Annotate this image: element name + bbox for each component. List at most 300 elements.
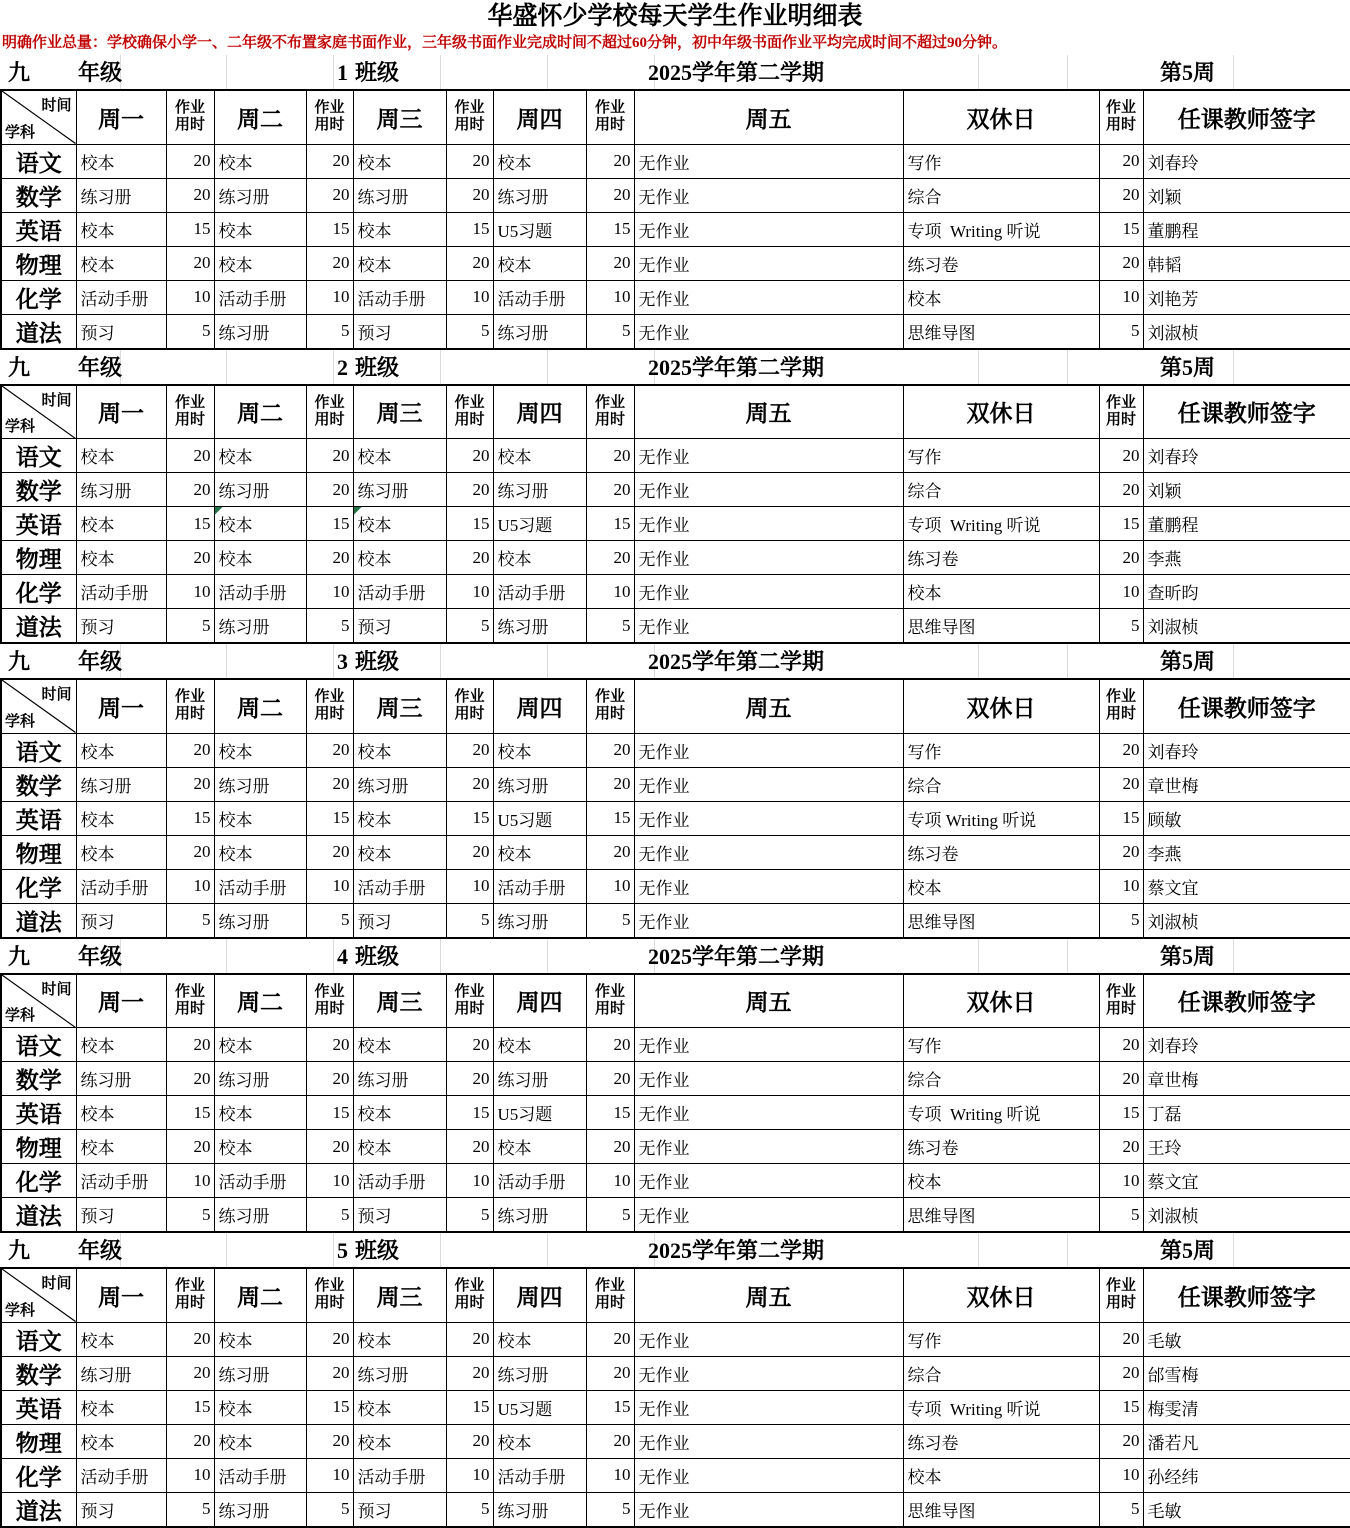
monday-duration: 10 — [166, 869, 214, 903]
wednesday-duration: 20 — [446, 144, 493, 178]
wednesday-activity: 预习 — [353, 1492, 446, 1527]
tuesday-activity: 校本 — [214, 1096, 306, 1130]
weekend-duration: 15 — [1099, 507, 1143, 541]
gridline — [1233, 644, 1234, 678]
teacher-signature: 毛敏 — [1143, 1492, 1350, 1527]
subject-cell: 化学 — [1, 1458, 76, 1492]
monday-duration: 20 — [166, 473, 214, 507]
tuesday-duration: 20 — [306, 1424, 353, 1458]
semester-label: 2025学年第二学期 — [648, 1238, 825, 1263]
gridline — [1233, 939, 1234, 973]
tuesday-activity: 校本 — [214, 1130, 306, 1164]
friday-activity: 无作业 — [634, 473, 903, 507]
section-header-row — [0, 644, 1350, 678]
tuesday-duration: 15 — [306, 507, 353, 541]
corner-cell — [1, 385, 76, 439]
monday-duration: 5 — [166, 1492, 214, 1527]
duration-header: 作业用时 — [586, 385, 634, 439]
week-label: 第5周 — [1160, 60, 1216, 85]
wednesday-duration: 15 — [446, 1096, 493, 1130]
thursday-duration: 20 — [586, 178, 634, 212]
wednesday-activity: 预习 — [353, 1198, 446, 1233]
friday-activity: 无作业 — [634, 212, 903, 246]
weekend-duration: 5 — [1099, 314, 1143, 349]
monday-duration: 20 — [166, 541, 214, 575]
tuesday-activity: 校本 — [214, 212, 306, 246]
thursday-activity: U5习题 — [493, 1390, 586, 1424]
tuesday-activity: 练习册 — [214, 1198, 306, 1233]
thursday-activity: 校本 — [493, 1130, 586, 1164]
weekend-activity: 练习卷 — [903, 1424, 1099, 1458]
friday-activity: 无作业 — [634, 1130, 903, 1164]
friday-activity: 无作业 — [634, 541, 903, 575]
friday-activity: 无作业 — [634, 1424, 903, 1458]
wednesday-activity: 校本 — [353, 541, 446, 575]
friday-activity: 无作业 — [634, 575, 903, 609]
table-row — [1, 869, 1350, 903]
wednesday-activity: 活动手册 — [353, 869, 446, 903]
weekend-duration: 20 — [1099, 1130, 1143, 1164]
gridline — [226, 350, 227, 384]
class-label: 班级 — [355, 60, 400, 85]
table-row — [1, 1356, 1350, 1390]
wednesday-duration: 5 — [446, 609, 493, 644]
table-row — [1, 144, 1350, 178]
tuesday-duration: 20 — [306, 733, 353, 767]
duration-header: 作业用时 — [306, 974, 353, 1028]
friday-activity: 无作业 — [634, 1062, 903, 1096]
thursday-activity: 校本 — [493, 1424, 586, 1458]
table-row — [1, 1322, 1350, 1356]
homework-table — [0, 384, 1350, 645]
wednesday-activity: 校本 — [353, 1096, 446, 1130]
duration-header: 作业用时 — [586, 679, 634, 733]
monday-activity: 校本 — [76, 212, 166, 246]
thursday-duration: 20 — [586, 541, 634, 575]
friday-header: 周五 — [634, 974, 903, 1028]
tuesday-activity: 校本 — [214, 144, 306, 178]
friday-activity: 无作业 — [634, 733, 903, 767]
friday-activity: 无作业 — [634, 1390, 903, 1424]
day-header: 周一 — [76, 974, 166, 1028]
wednesday-activity: 练习册 — [353, 473, 446, 507]
wednesday-activity: 校本 — [353, 1390, 446, 1424]
monday-duration: 20 — [166, 1424, 214, 1458]
wednesday-duration: 10 — [446, 575, 493, 609]
thursday-activity: 校本 — [493, 541, 586, 575]
gridline — [226, 1233, 227, 1267]
friday-activity: 无作业 — [634, 801, 903, 835]
gridline — [226, 644, 227, 678]
teacher-signature: 邰雪梅 — [1143, 1356, 1350, 1390]
friday-activity: 无作业 — [634, 767, 903, 801]
subject-cell: 英语 — [1, 212, 76, 246]
corner-cell — [1, 1268, 76, 1322]
thursday-activity: U5习题 — [493, 212, 586, 246]
weekend-activity: 校本 — [903, 869, 1099, 903]
subject-cell: 化学 — [1, 575, 76, 609]
day-header: 周三 — [353, 90, 446, 144]
tuesday-activity: 校本 — [214, 507, 306, 541]
section-header-row — [0, 1233, 1350, 1267]
weekend-header: 双休日 — [903, 679, 1099, 733]
thursday-duration: 5 — [586, 314, 634, 349]
monday-duration: 20 — [166, 1062, 214, 1096]
subject-cell: 语文 — [1, 1322, 76, 1356]
thursday-activity: 校本 — [493, 144, 586, 178]
wednesday-duration: 10 — [446, 1458, 493, 1492]
weekend-duration: 20 — [1099, 541, 1143, 575]
thursday-duration: 10 — [586, 1164, 634, 1198]
wednesday-duration: 20 — [446, 733, 493, 767]
tuesday-activity: 校本 — [214, 733, 306, 767]
subject-cell: 物理 — [1, 835, 76, 869]
weekend-activity: 专项 Writing 听说 — [903, 212, 1099, 246]
class-section — [0, 55, 1350, 350]
gridline — [547, 1233, 548, 1267]
teacher-signature: 刘淑桢 — [1143, 1198, 1350, 1233]
day-header: 周四 — [493, 1268, 586, 1322]
monday-activity: 校本 — [76, 1322, 166, 1356]
table-row — [1, 1198, 1350, 1233]
wednesday-activity: 活动手册 — [353, 280, 446, 314]
wednesday-activity: 校本 — [353, 1028, 446, 1062]
table-row — [1, 1424, 1350, 1458]
duration-header: 作业用时 — [1099, 974, 1143, 1028]
corner-subject-label: 学科 — [5, 713, 36, 730]
class-number: 1 — [337, 60, 348, 85]
monday-activity: 练习册 — [76, 473, 166, 507]
table-row — [1, 178, 1350, 212]
thursday-duration: 20 — [586, 1322, 634, 1356]
weekend-duration: 15 — [1099, 212, 1143, 246]
day-header: 周三 — [353, 974, 446, 1028]
friday-activity: 无作业 — [634, 835, 903, 869]
thursday-activity: 练习册 — [493, 609, 586, 644]
grade-label: 年级 — [78, 354, 123, 380]
thursday-duration: 10 — [586, 869, 634, 903]
subject-cell: 英语 — [1, 801, 76, 835]
day-header: 周二 — [214, 1268, 306, 1322]
tuesday-activity: 校本 — [214, 1390, 306, 1424]
teacher-signature: 顾敏 — [1143, 801, 1350, 835]
teacher-sign-header: 任课教师签字 — [1143, 974, 1350, 1028]
teacher-signature: 刘春玲 — [1143, 1028, 1350, 1062]
tuesday-duration: 20 — [306, 1062, 353, 1096]
day-header: 周三 — [353, 385, 446, 439]
tuesday-activity: 校本 — [214, 246, 306, 280]
wednesday-duration: 15 — [446, 801, 493, 835]
tuesday-activity: 练习册 — [214, 1062, 306, 1096]
homework-table — [0, 973, 1350, 1234]
duration-header: 作业用时 — [446, 385, 493, 439]
wednesday-activity: 练习册 — [353, 767, 446, 801]
monday-duration: 5 — [166, 609, 214, 644]
duration-header: 作业用时 — [306, 385, 353, 439]
thursday-activity: 活动手册 — [493, 869, 586, 903]
tuesday-activity: 校本 — [214, 801, 306, 835]
friday-header: 周五 — [634, 385, 903, 439]
tuesday-activity: 练习册 — [214, 178, 306, 212]
monday-activity: 练习册 — [76, 1356, 166, 1390]
corner-subject-label: 学科 — [5, 1008, 36, 1024]
monday-activity: 校本 — [76, 1390, 166, 1424]
subject-cell: 数学 — [1, 1356, 76, 1390]
thursday-duration: 20 — [586, 1356, 634, 1390]
table-row — [1, 767, 1350, 801]
tuesday-duration: 10 — [306, 280, 353, 314]
table-row — [1, 1390, 1350, 1424]
friday-activity: 无作业 — [634, 144, 903, 178]
monday-duration: 20 — [166, 835, 214, 869]
thursday-activity: 校本 — [493, 835, 586, 869]
wednesday-activity: 校本 — [353, 835, 446, 869]
weekend-duration: 20 — [1099, 1322, 1143, 1356]
gridline — [978, 350, 979, 384]
tuesday-duration: 5 — [306, 1198, 353, 1233]
weekend-header: 双休日 — [903, 974, 1099, 1028]
weekend-activity: 思维导图 — [903, 903, 1099, 938]
weekend-duration: 20 — [1099, 144, 1143, 178]
teacher-signature: 章世梅 — [1143, 1062, 1350, 1096]
wednesday-duration: 20 — [446, 1130, 493, 1164]
gridline — [440, 644, 441, 678]
weekend-duration: 10 — [1099, 1458, 1143, 1492]
tuesday-duration: 10 — [306, 869, 353, 903]
monday-duration: 20 — [166, 1028, 214, 1062]
thursday-duration: 20 — [586, 439, 634, 473]
day-header: 周二 — [214, 974, 306, 1028]
table-row — [1, 801, 1350, 835]
friday-activity: 无作业 — [634, 1028, 903, 1062]
tuesday-duration: 5 — [306, 903, 353, 938]
friday-activity: 无作业 — [634, 903, 903, 938]
table-row — [1, 575, 1350, 609]
tuesday-duration: 10 — [306, 575, 353, 609]
section-header-row — [0, 939, 1350, 973]
thursday-duration: 15 — [586, 212, 634, 246]
comment-indicator-icon — [354, 507, 362, 515]
monday-duration: 20 — [166, 1356, 214, 1390]
subject-cell: 物理 — [1, 1424, 76, 1458]
thursday-activity: 活动手册 — [493, 575, 586, 609]
week-label: 第5周 — [1160, 1238, 1216, 1263]
thursday-duration: 20 — [586, 835, 634, 869]
wednesday-activity: 校本 — [353, 507, 446, 541]
gridline — [547, 644, 548, 678]
weekend-activity: 练习卷 — [903, 1130, 1099, 1164]
subject-cell: 物理 — [1, 1130, 76, 1164]
tuesday-activity: 校本 — [214, 835, 306, 869]
weekend-duration: 20 — [1099, 1356, 1143, 1390]
gridline — [1233, 55, 1234, 89]
weekend-activity: 专项 Writing 听说 — [903, 507, 1099, 541]
thursday-duration: 20 — [586, 1130, 634, 1164]
subject-cell: 道法 — [1, 1492, 76, 1527]
tuesday-activity: 练习册 — [214, 767, 306, 801]
teacher-signature: 李燕 — [1143, 541, 1350, 575]
thursday-activity: 校本 — [493, 246, 586, 280]
teacher-signature: 潘若凡 — [1143, 1424, 1350, 1458]
gridline — [1067, 939, 1068, 973]
weekend-activity: 练习卷 — [903, 246, 1099, 280]
gridline — [978, 644, 979, 678]
weekend-duration: 5 — [1099, 1198, 1143, 1233]
tuesday-activity: 练习册 — [214, 314, 306, 349]
day-header: 周一 — [76, 679, 166, 733]
grade-value: 九 — [8, 943, 31, 969]
teacher-signature: 孙经纬 — [1143, 1458, 1350, 1492]
thursday-duration: 20 — [586, 473, 634, 507]
subject-cell: 数学 — [1, 178, 76, 212]
thursday-duration: 20 — [586, 1424, 634, 1458]
weekend-duration: 20 — [1099, 1028, 1143, 1062]
thursday-duration: 15 — [586, 1096, 634, 1130]
wednesday-duration: 15 — [446, 1390, 493, 1424]
thursday-duration: 20 — [586, 1028, 634, 1062]
duration-header: 作业用时 — [166, 679, 214, 733]
monday-activity: 校本 — [76, 439, 166, 473]
thursday-duration: 20 — [586, 144, 634, 178]
gridline — [440, 939, 441, 973]
subject-cell: 语文 — [1, 439, 76, 473]
week-label: 第5周 — [1160, 354, 1216, 380]
monday-activity: 预习 — [76, 1492, 166, 1527]
gridline — [440, 55, 441, 89]
subject-cell: 道法 — [1, 1198, 76, 1233]
friday-header: 周五 — [634, 1268, 903, 1322]
teacher-signature: 蔡文宜 — [1143, 869, 1350, 903]
weekend-activity: 校本 — [903, 280, 1099, 314]
gridline — [226, 55, 227, 89]
section-header-row — [0, 55, 1350, 89]
thursday-activity: 活动手册 — [493, 1458, 586, 1492]
monday-activity: 活动手册 — [76, 280, 166, 314]
day-header: 周一 — [76, 1268, 166, 1322]
duration-header: 作业用时 — [166, 974, 214, 1028]
teacher-signature: 毛敏 — [1143, 1322, 1350, 1356]
monday-activity: 预习 — [76, 1198, 166, 1233]
tuesday-duration: 20 — [306, 144, 353, 178]
tuesday-duration: 10 — [306, 1164, 353, 1198]
table-row — [1, 609, 1350, 644]
wednesday-activity: 校本 — [353, 212, 446, 246]
wednesday-duration: 20 — [446, 1356, 493, 1390]
monday-activity: 校本 — [76, 1424, 166, 1458]
monday-duration: 20 — [166, 246, 214, 280]
day-header: 周四 — [493, 385, 586, 439]
gridline — [1067, 350, 1068, 384]
weekend-duration: 20 — [1099, 1424, 1143, 1458]
teacher-signature: 查昕昀 — [1143, 575, 1350, 609]
week-label: 第5周 — [1160, 943, 1216, 969]
gridline — [1067, 55, 1068, 89]
teacher-signature: 刘颖 — [1143, 473, 1350, 507]
day-header: 周四 — [493, 90, 586, 144]
thursday-duration: 5 — [586, 1492, 634, 1527]
wednesday-duration: 20 — [446, 1424, 493, 1458]
class-section — [0, 939, 1350, 1234]
friday-activity: 无作业 — [634, 1492, 903, 1527]
duration-header: 作业用时 — [586, 90, 634, 144]
subject-cell: 物理 — [1, 246, 76, 280]
corner-time-label: 时间 — [41, 687, 72, 703]
weekend-activity: 专项 Writing 听说 — [903, 801, 1099, 835]
grade-value: 九 — [8, 1238, 31, 1263]
tuesday-activity: 练习册 — [214, 1492, 306, 1527]
subject-cell: 道法 — [1, 903, 76, 938]
duration-header: 作业用时 — [1099, 385, 1143, 439]
class-number: 5 — [337, 1238, 348, 1263]
gridline — [978, 55, 979, 89]
gridline — [978, 939, 979, 973]
wednesday-activity: 练习册 — [353, 1062, 446, 1096]
duration-header: 作业用时 — [306, 679, 353, 733]
monday-activity: 活动手册 — [76, 869, 166, 903]
monday-duration: 20 — [166, 144, 214, 178]
gridline — [1233, 350, 1234, 384]
subject-cell: 英语 — [1, 1096, 76, 1130]
table-row — [1, 1164, 1350, 1198]
wednesday-duration: 20 — [446, 1028, 493, 1062]
thursday-activity: 校本 — [493, 439, 586, 473]
class-sections-container — [0, 55, 1350, 1528]
wednesday-duration: 20 — [446, 1322, 493, 1356]
corner-cell — [1, 974, 76, 1028]
semester-label: 2025学年第二学期 — [648, 60, 825, 85]
wednesday-activity: 活动手册 — [353, 1458, 446, 1492]
table-row — [1, 1062, 1350, 1096]
tuesday-duration: 20 — [306, 178, 353, 212]
corner-time-label: 时间 — [41, 98, 72, 114]
class-number: 2 — [337, 354, 348, 380]
tuesday-activity: 活动手册 — [214, 1164, 306, 1198]
thursday-duration: 20 — [586, 1062, 634, 1096]
wednesday-activity: 校本 — [353, 1130, 446, 1164]
wednesday-activity: 校本 — [353, 246, 446, 280]
wednesday-activity: 校本 — [353, 801, 446, 835]
friday-activity: 无作业 — [634, 439, 903, 473]
duration-header: 作业用时 — [586, 974, 634, 1028]
semester-label: 2025学年第二学期 — [648, 354, 825, 380]
teacher-signature: 刘春玲 — [1143, 144, 1350, 178]
day-header: 周四 — [493, 679, 586, 733]
subject-cell: 道法 — [1, 314, 76, 349]
thursday-activity: 练习册 — [493, 178, 586, 212]
corner-subject-label: 学科 — [5, 1302, 36, 1319]
teacher-signature: 刘艳芳 — [1143, 280, 1350, 314]
thursday-activity: 活动手册 — [493, 1164, 586, 1198]
tuesday-activity: 校本 — [214, 1322, 306, 1356]
weekend-activity: 思维导图 — [903, 1492, 1099, 1527]
wednesday-activity: 活动手册 — [353, 1164, 446, 1198]
subject-cell: 数学 — [1, 1062, 76, 1096]
gridline — [547, 55, 548, 89]
wednesday-duration: 5 — [446, 1198, 493, 1233]
monday-activity: 练习册 — [76, 1062, 166, 1096]
monday-activity: 活动手册 — [76, 1458, 166, 1492]
monday-duration: 15 — [166, 801, 214, 835]
weekend-header: 双休日 — [903, 385, 1099, 439]
wednesday-activity: 预习 — [353, 609, 446, 644]
tuesday-duration: 20 — [306, 835, 353, 869]
table-row — [1, 473, 1350, 507]
teacher-signature: 董鹏程 — [1143, 212, 1350, 246]
thursday-activity: U5习题 — [493, 507, 586, 541]
monday-activity: 练习册 — [76, 178, 166, 212]
grade-label: 年级 — [78, 649, 123, 674]
thursday-activity: 练习册 — [493, 1356, 586, 1390]
